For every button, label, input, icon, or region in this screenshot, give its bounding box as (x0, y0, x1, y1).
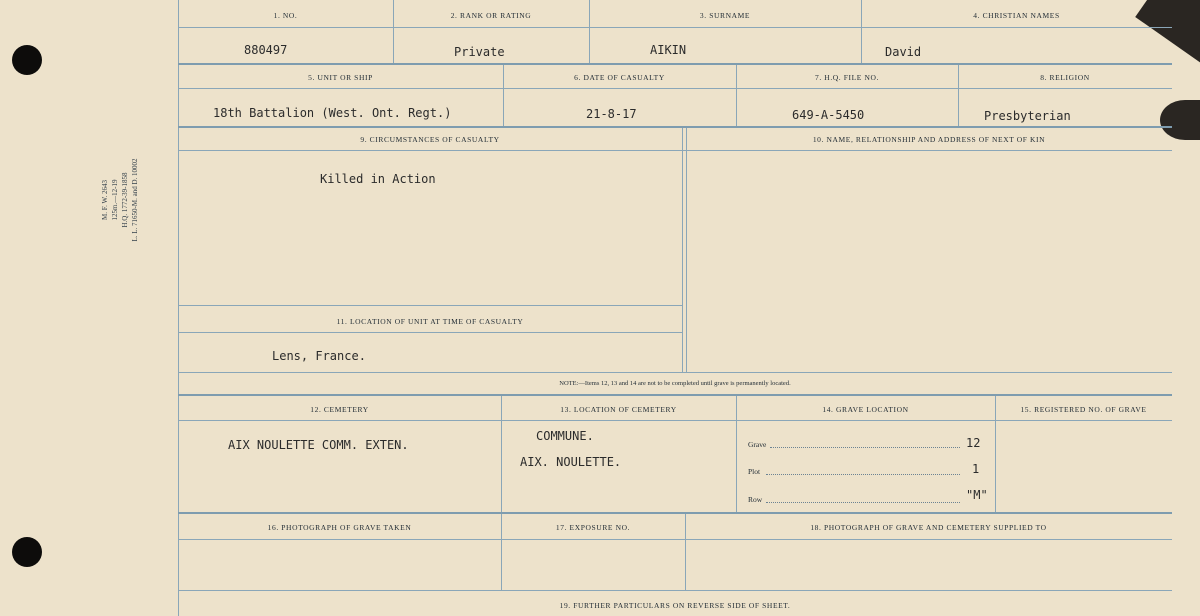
value-circumstances: Killed in Action (320, 172, 436, 186)
label-rank: 2. RANK OR RATING (450, 11, 532, 20)
value-cemetery-location-line1: COMMUNE. (536, 429, 594, 443)
value-unit: 18th Battalion (West. Ont. Regt.) (213, 106, 452, 120)
grid-line (178, 88, 1172, 89)
label-circumstances: 9. CIRCUMSTANCES OF CASUALTY (360, 135, 500, 144)
grid-line (589, 0, 590, 63)
value-cemetery-location-line2: AIX. NOULETTE. (520, 455, 622, 469)
value-date-of-casualty: 21-8-17 (586, 107, 637, 121)
print-code-line: 125m.—12-19 (111, 179, 119, 221)
grave-label: Grave (748, 440, 767, 449)
print-code (100, 125, 140, 275)
label-cemetery: 12. CEMETERY (310, 405, 369, 414)
label-registered-no: 15. REGISTERED NO. OF GRAVE (1020, 405, 1147, 414)
grid-line (178, 63, 1172, 65)
row-value: "M" (966, 488, 988, 502)
dotted-leader (770, 447, 960, 448)
punch-hole-bottom (12, 537, 42, 567)
label-location-of-cemetery: 13. LOCATION OF CEMETERY (560, 405, 677, 414)
print-code-line: H.Q. 1772-39-1858 (121, 172, 129, 228)
row-label: Row (748, 495, 763, 504)
label-christian-names: 4. CHRISTIAN NAMES (973, 11, 1060, 20)
grid-line (178, 305, 682, 306)
label-photo-taken: 16. PHOTOGRAPH OF GRAVE TAKEN (267, 523, 412, 532)
label-date-of-casualty: 6. DATE OF CASUALTY (574, 73, 665, 82)
label-unit: 5. UNIT OR SHIP (308, 73, 373, 82)
grid-line (682, 128, 683, 372)
value-religion: Presbyterian (984, 109, 1071, 123)
print-code-line: M. F. W. 2643 (101, 180, 109, 220)
grid-line (178, 372, 1172, 373)
grid-line (178, 420, 1172, 421)
value-christian-names: David (885, 45, 922, 59)
label-surname: 3. SURNAME (699, 11, 751, 20)
grid-line (686, 128, 687, 372)
grid-line (393, 0, 394, 63)
value-cemetery: AIX NOULETTE COMM. EXTEN. (228, 438, 409, 452)
grid-line (178, 27, 1172, 28)
label-hq-file: 7. H.Q. FILE NO. (815, 73, 879, 82)
value-surname: AIKIN (650, 43, 687, 57)
value-no: 880497 (244, 43, 288, 57)
grid-line (178, 512, 1172, 514)
grid-line (178, 332, 682, 333)
grave-value: 12 (966, 436, 981, 450)
label-next-of-kin: 10. NAME, RELATIONSHIP AND ADDRESS OF NEXT OF KIN (812, 135, 1046, 144)
grid-line (178, 150, 1172, 151)
value-hq-file: 649-A-5450 (792, 108, 865, 122)
grid-line (178, 539, 1172, 540)
value-rank: Private (454, 45, 505, 59)
print-code-line: L. L. 71650-M. and D. 10002 (131, 158, 139, 242)
card-notch (1160, 100, 1200, 140)
punch-hole-top (12, 45, 42, 75)
grid-line (178, 590, 1172, 591)
further-particulars: 19. FURTHER PARTICULARS ON REVERSE SIDE OF SHEET. (559, 601, 791, 610)
label-exposure-no: 17. EXPOSURE NO. (555, 523, 631, 532)
label-grave-location: 14. GRAVE LOCATION (822, 405, 909, 414)
label-no: 1. NO. (273, 11, 298, 20)
grid-line (861, 0, 862, 63)
plot-label: Plot (748, 467, 761, 476)
value-location-of-unit: Lens, France. (272, 349, 366, 363)
grid-line (178, 126, 1172, 128)
dotted-leader (766, 502, 960, 503)
grid-line (178, 394, 1172, 396)
label-religion: 8. RELIGION (1040, 73, 1090, 82)
dotted-leader (766, 474, 960, 475)
label-location-of-unit: 11. LOCATION OF UNIT AT TIME OF CASUALTY (336, 317, 524, 326)
note-text: NOTE:—Items 12, 13 and 14 are not to be completed until grave is permanently located. (559, 380, 791, 387)
label-photo-supplied: 18. PHOTOGRAPH OF GRAVE AND CEMETERY SUPPLIED TO (810, 523, 1047, 532)
plot-value: 1 (972, 462, 980, 476)
